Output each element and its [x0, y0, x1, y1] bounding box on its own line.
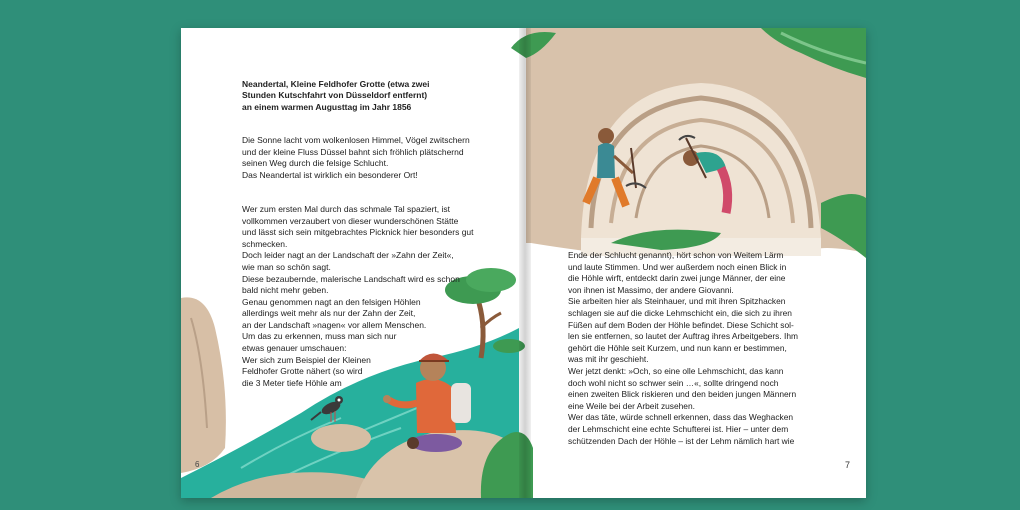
paragraph: Wer zum ersten Mal durch das schmale Tal spaziert, ist vollkommen verzaubert von dieser wunderschönen Stätte und lässt sich sein mitgebrachtes Picknick hier besonders gut schmecken. Doch leider nagt an der Landschaft der »Zahn der Zeit«, wie man so schön sagt. Diese bezaubernde, malerische Landschaft wird es schon bald nicht mehr geben. Genau genommen nagt an den felsigen Höhlen allerdings weit mehr als nur der Zahn der Zeit, an der Landschaft »nagen« vor allem Menschen. Um das zu erkennen, muss man sich nur etwas genauer umschauen: Wer sich zum Beispiel der Kleinen Feldhofer Grotte nähert (so wird die 3 Meter tiefe Höhle am [242, 203, 474, 388]
page-number-right: 7 [845, 460, 851, 470]
paragraph: Die Sonne lacht vom wolkenlosen Himmel, Vögel zwitschern und der kleine Fluss Düssel bahnt sich fröhlich plätschernd seinen Weg durch die felsige Schlucht. Das Neandertal ist wirklich ein besonderer Ort! [242, 134, 470, 180]
left-page-text [242, 67, 482, 412]
stone [311, 424, 371, 452]
book-spread [181, 28, 866, 498]
book-gutter [519, 28, 531, 498]
right-page-text: Ende der Schlucht genannt), hört schon von Weitem Lärm und laute Stimmen. Und wer außerdem noch einen Blick in die Höhle wirft, entdeckt darin zwei junge Männer, der eine von ihnen ist Massimo, der andere Giovanni. Sie arbeiten hier als Steinhauer, und mit ihren Spitzhacken schlagen sie auf die dicke Lehmschicht ein, die sich zu ihren Füßen auf dem Boden der Höhle befindet. Diese Schicht sol- len sie entfernen, so lautet der Auftrag ihres Arbeitgebers. Ihm gehört die Höhle seit Kurzem, und nun kann er bestimmen, was mit ihr geschieht. Wer jetzt denkt: »Och, so eine olle Lehmschicht, das kann doch wohl nicht so schwer sein …«, sollte dringend noch einen zweiten Blick riskieren und den beiden jungen Männern eine Weile bei der Arbeit zusehen. Wer das täte, würde schnell erkennen, dass das Weghacken der Lehmschicht eine echte Schufterei ist. Hier – unter dem schützenden Dach der Höhle – ist der Lehm nämlich hart wie [568, 250, 798, 446]
page-number-left: 6 [195, 460, 200, 469]
chapter-heading: Neandertal, Kleine Feldhofer Grotte (etwa zwei Stunden Kutschfahrt von Düsseldorf entfernt) an einem warmen Augusttag im Jahr 1856 [242, 78, 430, 112]
